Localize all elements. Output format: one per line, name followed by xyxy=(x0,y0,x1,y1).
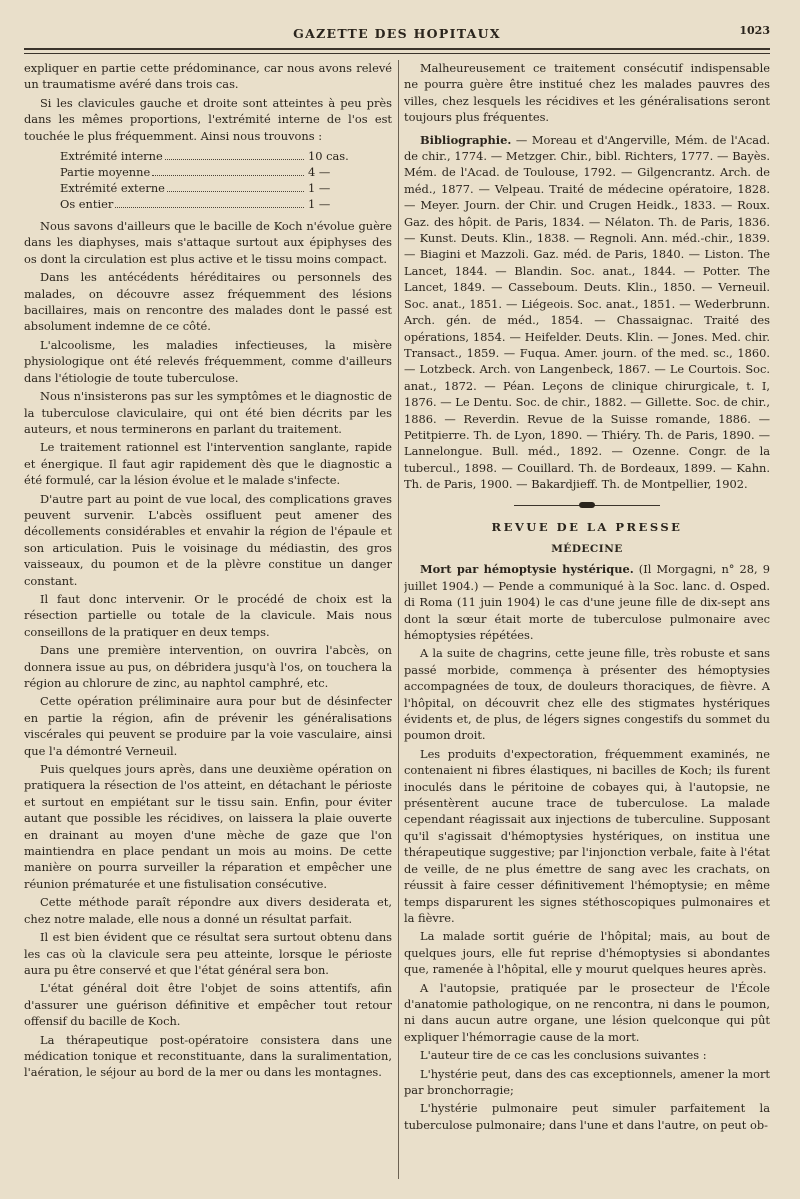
stat-value: 1 — xyxy=(308,181,331,196)
dot-leader xyxy=(167,191,304,192)
paragraph: La malade sortit guérie de l'hôpital; mais, au bout de quelques jours, elle fut reprise d'hémoptysies si abondantes que, ramenée à l'hôpital, elle y mourut quelques heures après. xyxy=(404,929,770,977)
bibliography-text: — Moreau et d'Angerville, Mém. de l'Acad. de chir., 1774. — Metzger. Chir., bibl. Richters, 1777. — Bayès. Mém. de l'Acad. de Toulouse, 1792. — Gilgencrantz. Arch. de méd., 1877. — Velpeau. Traité de médecine opératoire, 1828. — Meyer. Journ. der Chir. und Crugen Heidk., 1833. — Roux. Gaz. des hôpit. de Paris, 1834. — Nélaton. Th. de Paris, 1836. — Kunst. Deuts. Klin., 1838. — Regnoli. Ann. méd.-chir., 1839. — Biagini et Mazzoli. Gaz. méd. de Paris, 1840. — Liston. The Lancet, 1844. — Blandin. Soc. anat., 1844. — Potter. The Lancet, 1849. — Casseboum. Deuts. Klin., 1850. — Verneuil. Soc. anat., 1851. — Liégeois. Soc. anat., 1851. — Wederbrunn. Arch. gén. de méd., 1854. — Chassaignac. Traité des opérations, 1854. — Heifelder. Deuts. Klin. — Jones. Med. chir. Transact., 1859. — Fuqua. Amer. journ. of the med. sc., 1860. — Lotzbeck. Arch. von Langenbeck, 1867. — Le Courtois. Soc. anat., 1872. — Péan. Leçons de clinique chirurgicale, t. I, 1876. — Le Dentu. Soc. de chir., 1882. — Gillette. Soc. de chir., 1886. — Reverdin. Revue de la Suisse romande, 1886. — Petitpierre. Th. de Lyon, 1890. — Thiéry. Th. de Paris, 1890. — Lannelongue. Bull. méd., 1892. — Ozenne. Congr. de la tubercul., 1898. — Couillard. Th. de Bordeaux, 1899. — Kahn. Th. de Paris, 1900. — Bakardjieff. Th. de Montpellier, 1902. xyxy=(404,132,770,492)
article-lead xyxy=(404,561,770,643)
paragraph: Le traitement rationnel est l'intervention sanglante, rapide et énergique. Il faut agir rapidement dès que le diagnostic a été formulé, car la lésion évolue et le malade s'infecte. xyxy=(24,440,392,488)
paragraph: L'hystérie peut, dans des cas exceptionnels, amener la mort par bronchorragie; xyxy=(404,1066,770,1097)
subsection-title: MÉDECINE xyxy=(551,542,623,555)
location-stats xyxy=(60,148,360,212)
section-title: REVUE DE LA PRESSE xyxy=(491,519,683,534)
paragraph: expliquer en partie cette prédominance, car nous avons relevé un traumatisme avéré dans trois cas. xyxy=(24,61,392,92)
paragraph: Nous savons d'ailleurs que le bacille de Koch n'évolue guère dans les diaphyses, mais s'attaque surtout aux épiphyses des os dont la circulation est plus active et le tissu moins compact. xyxy=(24,219,392,266)
paragraph: L'auteur tire de ce cas les conclusions suivantes : xyxy=(420,1048,707,1063)
paragraph: L'alcoolisme, les maladies infectieuses, la misère physiologique ont été relevés fréquemment, comme d'ailleurs dans l'étiologie de toute tuberculose. xyxy=(24,337,392,385)
stat-label: Extrémité interne xyxy=(60,149,163,164)
section-ornament xyxy=(404,501,770,509)
bibliography xyxy=(404,132,770,493)
page-number: 1023 xyxy=(739,24,770,37)
paragraph: Si les clavicules gauche et droite sont atteintes à peu près dans les mêmes proportions, l'extrémité interne de l'os est touchée le plus fréquemment. Ainsi nous trouvons : xyxy=(24,95,392,143)
header-rule-thin xyxy=(24,53,770,54)
stat-row xyxy=(60,180,360,196)
dot-leader xyxy=(115,207,304,208)
paragraph: Cette méthode paraît répondre aux divers desiderata et, chez notre malade, elle nous a donné un résultat parfait. xyxy=(24,895,392,926)
column-divider xyxy=(398,60,399,1179)
header-rule xyxy=(24,48,770,50)
paragraph: L'hystérie pulmonaire peut simuler parfaitement la tuberculose pulmonaire; dans l'une et dans l'autre, on peut ob- xyxy=(404,1101,770,1132)
stat-label: Os entier xyxy=(60,197,114,212)
article-intro: (Il Morgagni, n° 28, 9 juillet 1904.) — Pende a communiqué à la Soc. lanc. d. Osped. di Roma (11 juin 1904) le cas d'une jeune fille de dix-sept ans dont la sœur était morte de tuberculose pulmonaire avec hémoptysies répétées. xyxy=(404,562,770,642)
dot-leader xyxy=(152,175,304,176)
paragraph: Dans les antécédents héréditaires ou personnels des malades, on découvre assez fréquemment des lésions bacillaires, mais on rencontre des malades dont le passé est absolument indemne de ce côté. xyxy=(24,270,392,334)
paragraph: L'état général doit être l'objet de soins attentifs, afin d'assurer une guérison définitive et empêcher tout retour offensif du bacille de Koch. xyxy=(24,981,392,1029)
paragraph: Dans une première intervention, on ouvrira l'abcès, on donnera issue au pus, on débridera jusqu'à l'os, on touchera la région au chlorure de zinc, au naphtol camphré, etc. xyxy=(24,643,392,690)
stat-value: 10 cas. xyxy=(308,149,349,164)
article-title: Mort par hémoptysie hystérique. xyxy=(420,562,634,577)
paragraph: Nous n'insisterons pas sur les symptômes et le diagnostic de la tuberculose claviculaire, qui ont été bien décrits par les auteurs, et nous terminerons en parlant du traitement. xyxy=(24,389,392,436)
right-column xyxy=(404,60,770,1179)
paragraph: La thérapeutique post-opératoire consistera dans une médication tonique et reconstituante, dans la suralimentation, l'aération, le séjour au bord de la mer ou dans les montagnes. xyxy=(24,1032,392,1080)
paragraph: Cette opération préliminaire aura pour but de désinfecter en partie la région, afin de prévenir les généralisations viscérales qui peuvent se produire par la voie vasculaire, ainsi que l'a démontré Verneuil. xyxy=(24,694,392,758)
paragraph: Malheureusement ce traitement consécutif indispensable ne pourra guère être institué chez les malades pauvres des villes, chez lesquels les récidives et les généralisations seront toujours plus fréquentes. xyxy=(404,61,770,125)
paragraph: Les produits d'expectoration, fréquemment examinés, ne contenaient ni fibres élastiques, ni bacilles de Koch; ils furent inoculés dans le péritoine de cobayes qui, à l'autopsie, ne présentèrent aucune trace de tuberculose. La malade cependant réagissait aux injections de tuberculine. Supposant qu'il s'agissait d'hémoptysies hystériques, on institua une thérapeutique suggestive; par l'injonction verbale, faite à l'état de veille, de ne plus émettre de sang avec les crachats, on réussit à faire cesser définitivement l'hémoptysie; en même temps disparurent les signes stéthoscopiques pulmonaires et la fièvre. xyxy=(404,746,770,925)
stat-value: 4 — xyxy=(308,165,331,180)
stat-value: 1 — xyxy=(308,197,331,212)
stat-row xyxy=(60,164,360,180)
bibliography-heading: Bibliographie. xyxy=(420,132,512,147)
page-header xyxy=(24,22,770,44)
stat-label: Extrémité externe xyxy=(60,181,165,196)
stat-label: Partie moyenne xyxy=(60,165,151,180)
dot-leader xyxy=(165,159,304,160)
paragraph: D'autre part au point de vue local, des complications graves peuvent survenir. L'abcès ossifluent peut amener des décollements considérables et envahir la région de l'épaule et son articulation. Puis le voisinage du médiastin, des gros vaisseaux, du poumon et de la plèvre constitue un danger constant. xyxy=(24,491,392,588)
paragraph: A la suite de chagrins, cette jeune fille, très robuste et sans passé morbide, commença à présenter des hémoptysies accompagnées de toux, de douleurs thoraciques, de fièvre. A l'hôpital, on découvrit chez elle des stigmates hystériques évidents et, de plus, de légers signes congestifs du sommet du poumon droit. xyxy=(404,646,770,743)
running-title: GAZETTE DES HOPITAUX xyxy=(293,26,501,41)
paragraph: Il est bien évident que ce résultat sera surtout obtenu dans les cas où la clavicule sera peu atteinte, lorsque le périoste aura pu être conservé et que l'état général sera bon. xyxy=(24,930,392,977)
paragraph: Puis quelques jours après, dans une deuxième opération on pratiquera la résection de l'os atteint, en détachant le périoste et surtout en empiétant sur le tissu sain. Enfin, pour éviter autant que possible les récidives, on laissera la plaie ouverte en drainant au moyen d'une mèche de gaze que l'on maintiendra en place pendant un mois au moins. De cette manière on pourra surveiller la réparation et empêcher une réunion prématurée et une fistulisation consécutive. xyxy=(24,762,392,891)
stat-row xyxy=(60,148,360,164)
ornament-dot xyxy=(579,502,595,508)
stat-row xyxy=(60,196,360,212)
paragraph: Il faut donc intervenir. Or le procédé de choix est la résection partielle ou totale de la clavicule. Mais nous conseillons de la pratiquer en deux temps. xyxy=(24,591,392,639)
paragraph: A l'autopsie, pratiquée par le prosecteur de l'École d'anatomie pathologique, on ne rencontra, ni dans le poumon, ni dans aucun autre organe, une lésion quelconque qui pût expliquer l'hémorragie cause de la mort. xyxy=(404,980,770,1044)
left-column xyxy=(24,60,392,1179)
